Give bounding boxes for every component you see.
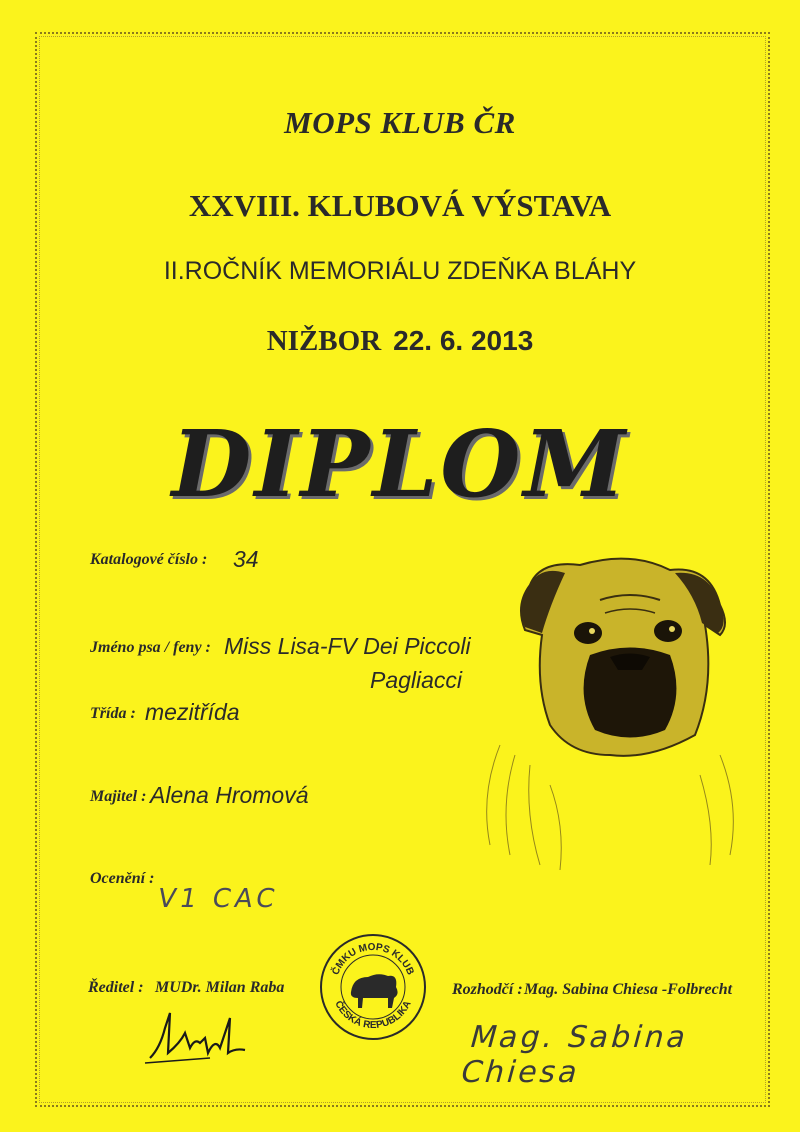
judge-signature: Mag. Sabina Chiesa: [456, 1020, 693, 1090]
dog-name-line2: Pagliacci: [370, 667, 463, 693]
place-date-line: [0, 325, 800, 358]
stamp-bottom-text: ČESKÁ REPUBLIKA: [332, 999, 414, 1032]
catalog-value: 34: [233, 546, 259, 572]
diploma-title: DIPLOM: [171, 410, 629, 518]
club-name: MOPS KLUB ČR: [284, 105, 516, 140]
award-value: V1 CAC: [155, 884, 281, 914]
owner-label: Majitel :: [90, 788, 147, 805]
class-label: Třída :: [90, 705, 136, 722]
stamp-top-text: ČMKU MOPS KLUB: [330, 941, 416, 977]
director-name: MUDr. Milan Raba: [155, 979, 285, 996]
club-stamp: [318, 932, 428, 1042]
dog-name-label: Jméno psa / feny :: [90, 639, 211, 656]
award-label: Ocenění :: [90, 870, 155, 887]
class-value: mezitřída: [145, 699, 240, 725]
svg-text:ČMKU MOPS KLUB: [328, 942, 415, 977]
judge-name: Mag. Sabina Chiesa -Folbrecht: [524, 981, 733, 998]
dog-name-line1: Miss Lisa-FV Dei Piccoli: [224, 633, 471, 659]
date: 22. 6. 2013: [393, 325, 534, 356]
pug-illustration: [470, 545, 770, 875]
owner-value: Alena Hromová: [150, 782, 309, 808]
director-label: Ředitel :: [88, 979, 144, 996]
show-title: XXVIII. KLUBOVÁ VÝSTAVA: [188, 188, 612, 223]
memorial-line: II.ROČNÍK MEMORIÁLU ZDEŇKA BLÁHY: [163, 257, 637, 285]
director-signature: [140, 1008, 250, 1068]
judge-label: Rozhodčí :: [452, 981, 523, 998]
place: NIŽBOR: [266, 325, 382, 357]
svg-text:ČESKÁ REPUBLIKA: [332, 998, 413, 1031]
catalog-label: Katalogové číslo :: [90, 551, 208, 568]
